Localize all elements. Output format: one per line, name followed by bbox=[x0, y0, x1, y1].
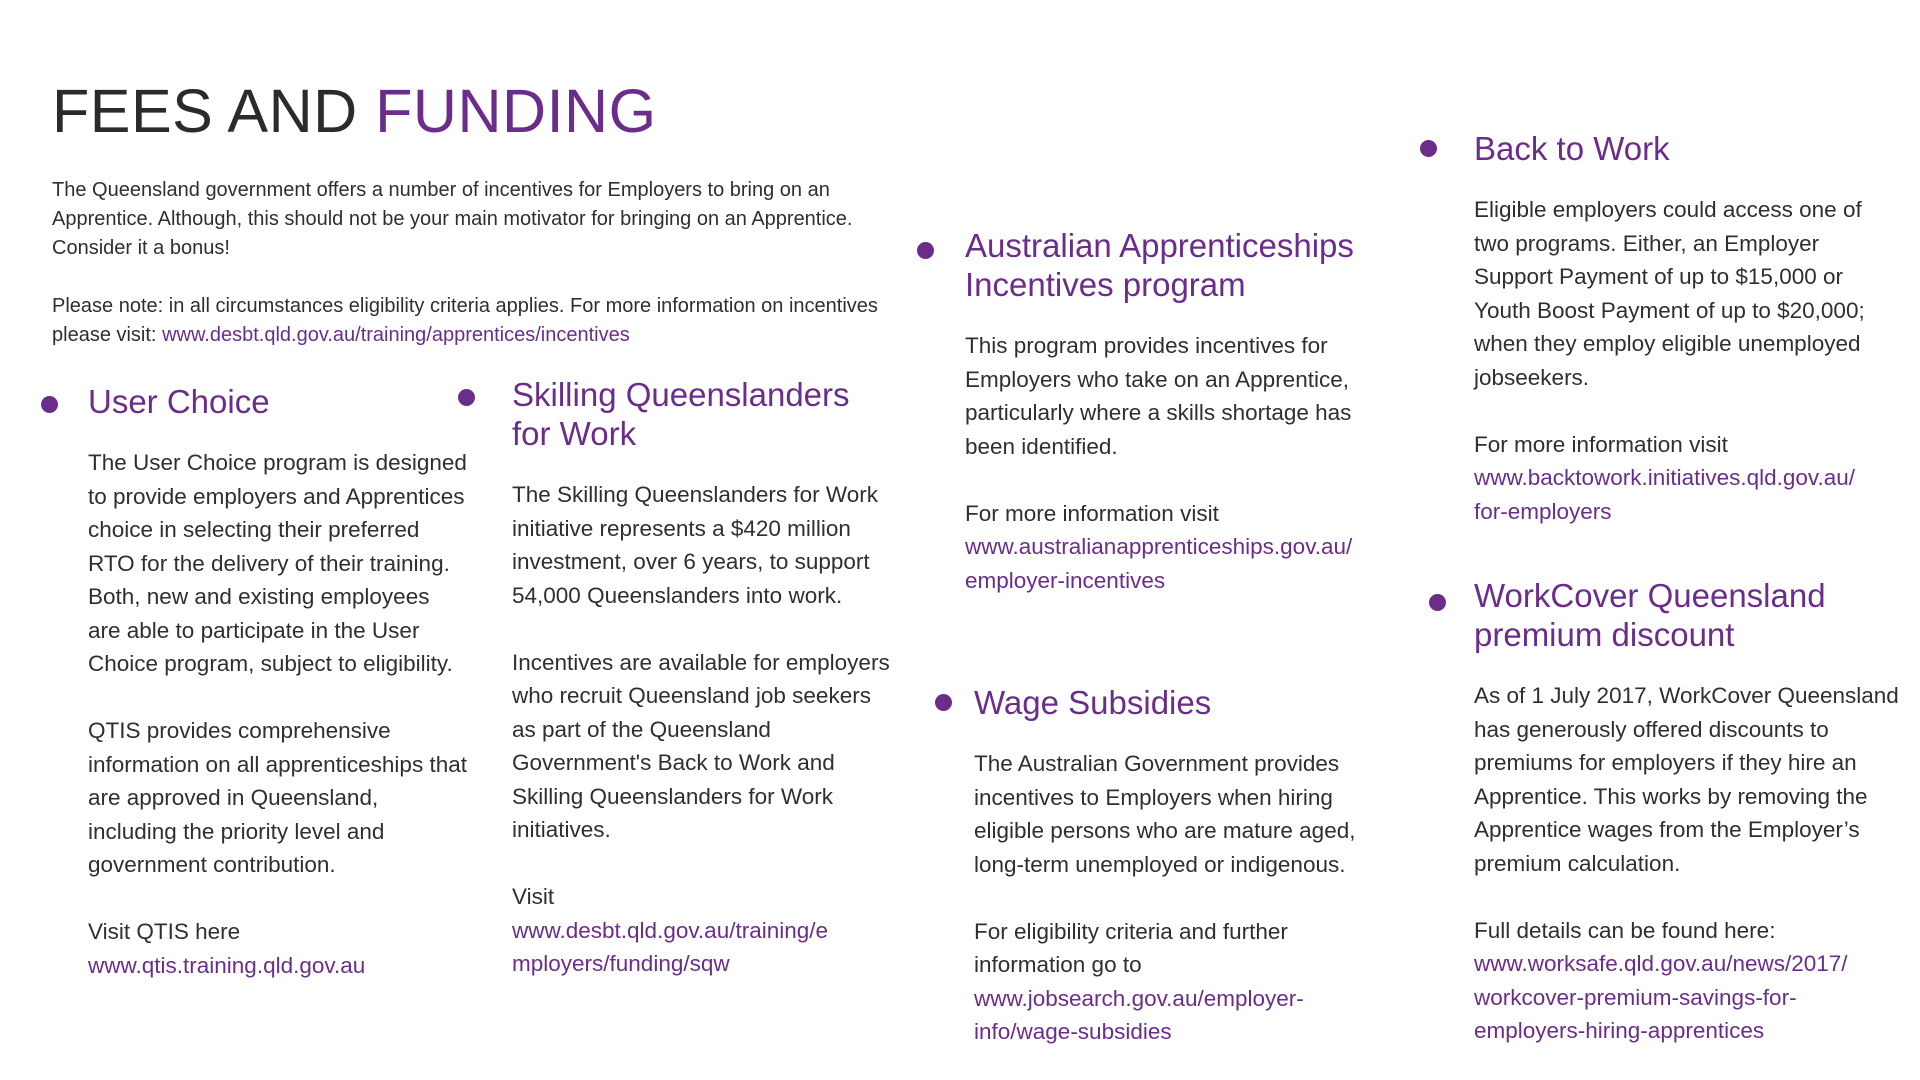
title-accent: FUNDING bbox=[375, 77, 657, 145]
section-title: User Choice bbox=[88, 383, 270, 420]
wage-subsidies-link[interactable]: www.jobsearch.gov.au/employer- info/wage-subsidies bbox=[974, 985, 1304, 1044]
link-label: For more information visit bbox=[1474, 431, 1728, 457]
section-skilling-queenslanders bbox=[512, 375, 892, 981]
sqw-link[interactable]: www.desbt.qld.gov.au/training/e mployers/funding/sqw bbox=[512, 917, 829, 976]
section-link-block bbox=[88, 915, 468, 982]
bullet-icon bbox=[1420, 140, 1437, 157]
bullet-icon bbox=[917, 242, 934, 259]
intro-note bbox=[52, 292, 922, 350]
section-paragraph: Incentives are available for employers who recruit Queensland job seekers as part of the Queensland Government's Back to Work and Skilling Queenslanders for Work initiatives. bbox=[512, 649, 890, 842]
title-main: FEES AND bbox=[52, 77, 376, 145]
section-paragraph: The User Choice program is designed to provide employers and Apprentices choice in selecting their preferred RTO for the delivery of their training. Both, new and existing employees are able to participate in the User Choice program, subject to eligibility. bbox=[88, 450, 467, 676]
bullet-icon bbox=[458, 389, 475, 406]
section-paragraph: QTIS provides comprehensive information on all apprenticeships that are approved in Queensland, including the priority level and government contribution. bbox=[88, 718, 467, 877]
workcover-link[interactable]: www.worksafe.qld.gov.au/news/2017/ workcover-premium-savings-for- employers-hiring-apprentices bbox=[1474, 951, 1848, 1043]
section-link-block bbox=[974, 915, 1404, 1049]
bullet-icon bbox=[935, 694, 952, 711]
section-paragraph: The Skilling Queenslanders for Work initiative represents a $420 million investment, over 6 years, to support 54,000 Queenslanders into work. bbox=[512, 482, 878, 608]
section-aaip bbox=[965, 226, 1395, 597]
bullet-icon bbox=[41, 396, 58, 413]
section-title: Back to Work bbox=[1474, 130, 1670, 167]
section-workcover bbox=[1474, 576, 1899, 1048]
intro-note-text: Please note: in all circumstances eligibility criteria applies. For more information on incentives please visit: bbox=[52, 295, 878, 346]
section-user-choice bbox=[88, 382, 468, 982]
section-wage-subsidies bbox=[974, 683, 1404, 1049]
section-paragraph: As of 1 July 2017, WorkCover Queensland has generously offered discounts to premiums for employers if they hire an Apprentice. This works by removing the Apprentice wages from the Employer’s premium calculation. bbox=[1474, 683, 1899, 876]
page-title bbox=[52, 76, 657, 146]
section-paragraph: The Australian Government provides incentives to Employers when hiring eligible persons who are mature aged, long-term unemployed or indigenous. bbox=[974, 751, 1356, 877]
intro-paragraph: The Queensland government offers a number of incentives for Employers to bring on an Apprentice. Although, this should not be your main motivator for bringing on an Apprentice. Consider it a bonus! bbox=[52, 179, 853, 259]
section-title: Australian Apprenticeships Incentives program bbox=[965, 227, 1354, 303]
section-paragraph: Eligible employers could access one of two programs. Either, an Employer Support Payment of up to $15,000 or Youth Boost Payment of up to $20,000; when they employ eligible unemployed jobseekers. bbox=[1474, 197, 1865, 390]
link-label: Visit QTIS here bbox=[88, 919, 241, 944]
incentives-link[interactable]: www.desbt.qld.gov.au/training/apprentices/incentives bbox=[162, 324, 630, 346]
aaip-link[interactable]: www.australianapprenticeships.gov.au/ employer-incentives bbox=[965, 534, 1353, 593]
section-back-to-work bbox=[1474, 129, 1899, 528]
link-label: For eligibility criteria and further information go to bbox=[974, 918, 1288, 977]
qtis-link[interactable]: www.qtis.training.qld.gov.au bbox=[88, 952, 366, 978]
section-title: WorkCover Queensland premium discount bbox=[1474, 577, 1826, 653]
section-link-block bbox=[965, 497, 1395, 598]
link-label: Visit bbox=[512, 884, 555, 909]
bullet-icon bbox=[1429, 594, 1446, 611]
section-link-block bbox=[1474, 914, 1899, 1048]
link-label: Full details can be found here: bbox=[1474, 917, 1776, 943]
section-link-block bbox=[1474, 428, 1899, 529]
section-paragraph: This program provides incentives for Employers who take on an Apprentice, particularly where a skills shortage has been identified. bbox=[965, 333, 1352, 459]
section-title: Wage Subsidies bbox=[974, 684, 1212, 721]
link-label: For more information visit bbox=[965, 500, 1219, 526]
back-to-work-link[interactable]: www.backtowork.initiatives.qld.gov.au/ for-employers bbox=[1474, 465, 1856, 524]
section-title: Skilling Queenslanders for Work bbox=[512, 376, 850, 452]
section-link-block bbox=[512, 880, 892, 981]
